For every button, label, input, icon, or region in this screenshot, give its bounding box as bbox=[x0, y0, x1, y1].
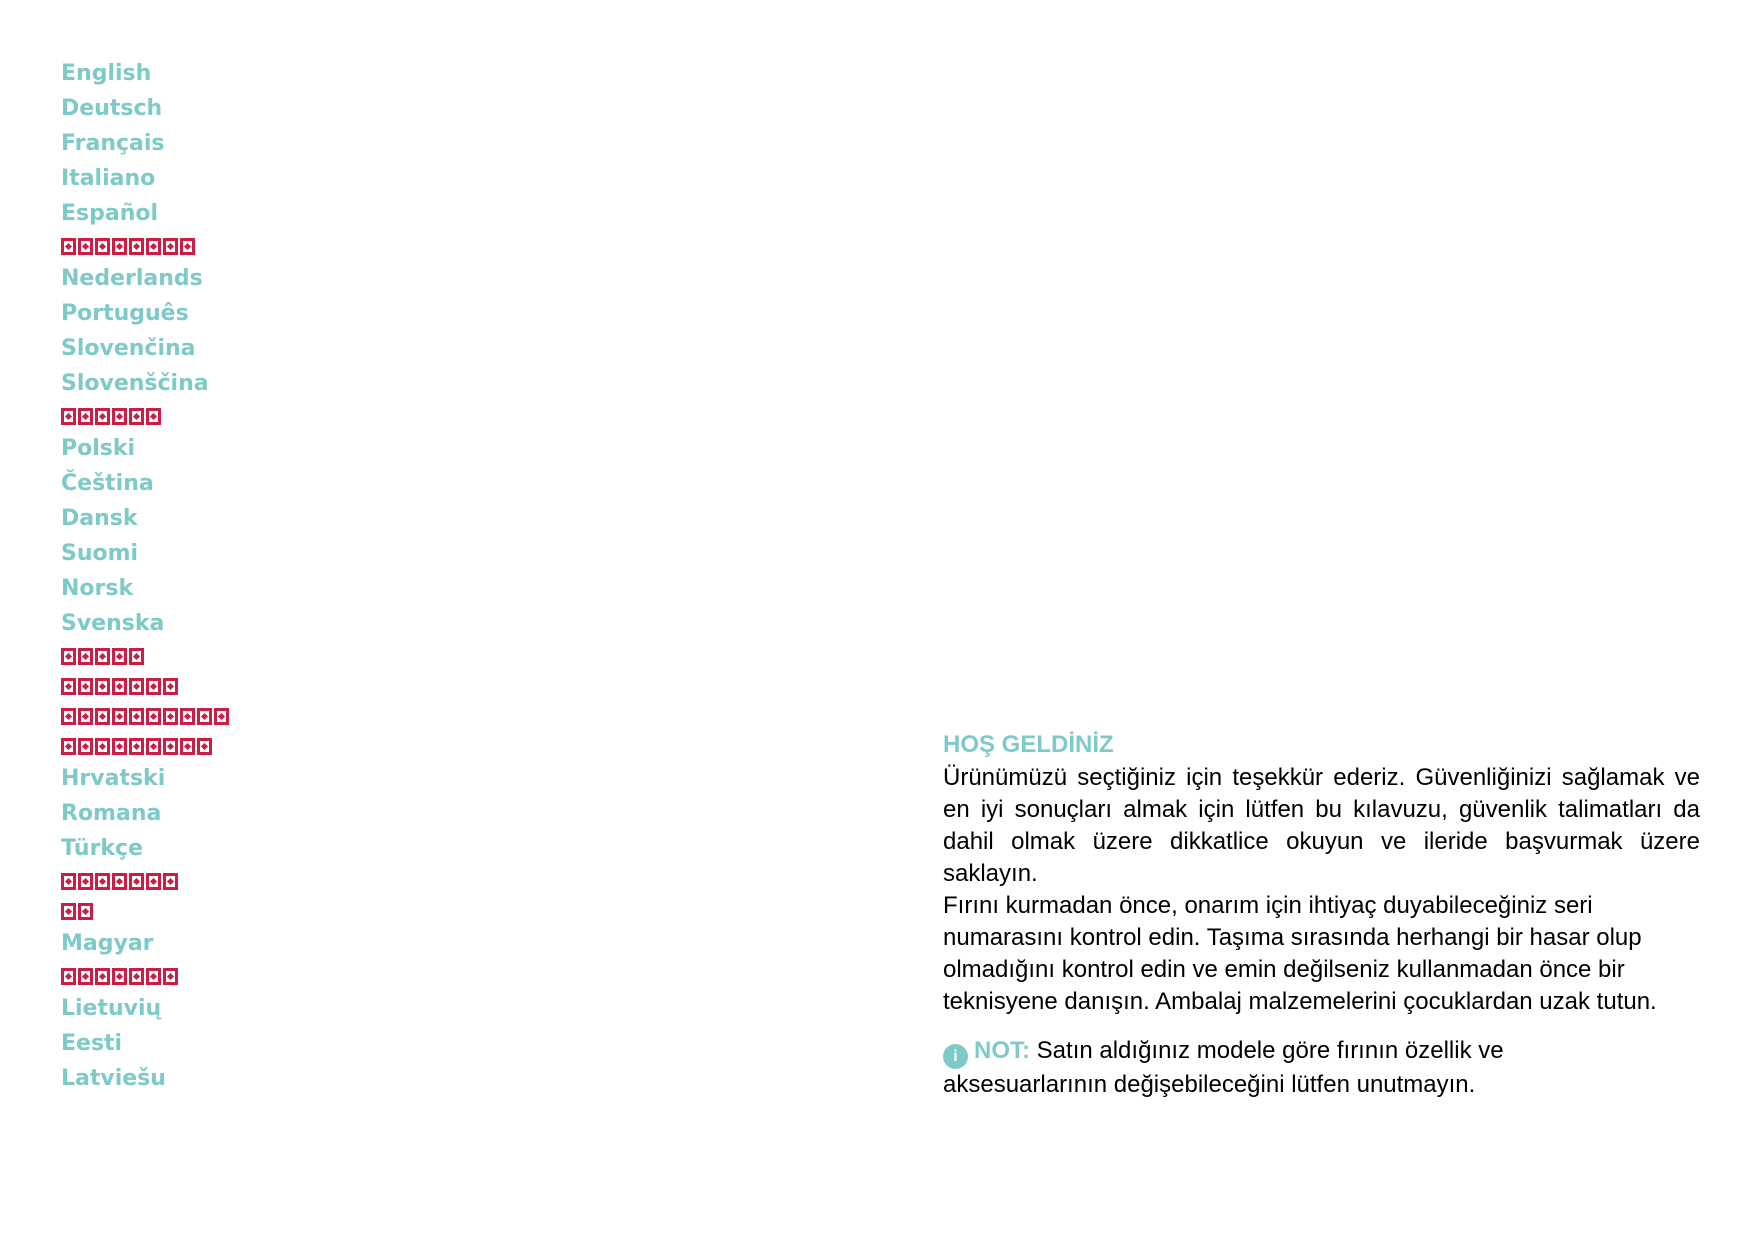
missing-glyph-icon bbox=[61, 738, 76, 755]
missing-glyph-row bbox=[61, 408, 161, 425]
missing-glyph-icon bbox=[78, 238, 93, 255]
paragraph-2-line: teknisyene danışın. Ambalaj malzemelerini çocuklardan uzak tutun. bbox=[943, 988, 1657, 1015]
welcome-paragraph-1: Ürünümüzü seçtiğiniz için teşekkür ederiz. Güvenliğinizi sağlamak ve en iyi sonuçları almak için lütfen bu kılavuzu, güvenlik talimatları da dahil olmak üzere dikkatlice okuyun ve ileride başvurmak üzere saklayın. bbox=[943, 764, 1700, 887]
missing-glyph-icon bbox=[129, 648, 144, 665]
language-link-unrendered[interactable] bbox=[61, 896, 229, 926]
language-link-unrendered[interactable] bbox=[61, 961, 229, 991]
missing-glyph-icon bbox=[61, 903, 76, 920]
missing-glyph-icon bbox=[163, 968, 178, 985]
language-link-lietuvių[interactable]: Lietuvių bbox=[61, 996, 162, 1021]
language-link-suomi[interactable]: Suomi bbox=[61, 541, 139, 566]
language-link-unrendered[interactable] bbox=[61, 701, 229, 731]
note-label: NOT: bbox=[974, 1037, 1030, 1064]
missing-glyph-icon bbox=[180, 238, 195, 255]
language-link-nederlands[interactable]: Nederlands bbox=[61, 266, 203, 291]
language-link-slovenščina[interactable]: Slovenščina bbox=[61, 371, 209, 396]
language-link-svenska[interactable]: Svenska bbox=[61, 611, 165, 636]
missing-glyph-icon bbox=[146, 708, 161, 725]
missing-glyph-icon bbox=[163, 708, 178, 725]
note bbox=[943, 1035, 1700, 1101]
paragraph-2-line: numarasını kontrol edin. Taşıma sırasında herhangi bir hasar olup bbox=[943, 924, 1642, 951]
missing-glyph-row bbox=[61, 968, 178, 985]
language-link-romana[interactable]: Romana bbox=[61, 801, 162, 826]
missing-glyph-icon bbox=[129, 738, 144, 755]
missing-glyph-icon bbox=[129, 678, 144, 695]
missing-glyph-icon bbox=[112, 968, 127, 985]
language-link-polski[interactable]: Polski bbox=[61, 436, 136, 461]
missing-glyph-icon bbox=[146, 968, 161, 985]
missing-glyph-row bbox=[61, 648, 144, 665]
missing-glyph-icon bbox=[112, 708, 127, 725]
missing-glyph-icon bbox=[61, 648, 76, 665]
paragraph-2-line: olmadığını kontrol edin ve emin değilseniz kullanmadan önce bir bbox=[943, 956, 1625, 983]
note-text: Satın aldığınız modele göre fırının özellik ve bbox=[1030, 1037, 1504, 1064]
missing-glyph-icon bbox=[180, 738, 195, 755]
missing-glyph-icon bbox=[112, 238, 127, 255]
language-link-unrendered[interactable] bbox=[61, 731, 229, 761]
language-list bbox=[61, 56, 229, 1096]
welcome-section bbox=[943, 728, 1700, 1101]
language-link-unrendered[interactable] bbox=[61, 401, 229, 431]
language-link-eesti[interactable]: Eesti bbox=[61, 1031, 123, 1056]
missing-glyph-icon bbox=[146, 408, 161, 425]
missing-glyph-icon bbox=[78, 738, 93, 755]
missing-glyph-icon bbox=[129, 873, 144, 890]
language-link-español[interactable]: Español bbox=[61, 201, 159, 226]
missing-glyph-icon bbox=[146, 238, 161, 255]
language-link-italiano[interactable]: Italiano bbox=[61, 166, 156, 191]
missing-glyph-row bbox=[61, 738, 212, 755]
missing-glyph-icon bbox=[112, 873, 127, 890]
missing-glyph-icon bbox=[95, 968, 110, 985]
missing-glyph-icon bbox=[95, 238, 110, 255]
missing-glyph-icon bbox=[163, 738, 178, 755]
language-link-čeština[interactable]: Čeština bbox=[61, 471, 154, 496]
language-link-hrvatski[interactable]: Hrvatski bbox=[61, 766, 166, 791]
language-link-latviešu[interactable]: Latviešu bbox=[61, 1066, 166, 1091]
welcome-title: HOŞ GELDİNİZ bbox=[943, 731, 1114, 758]
missing-glyph-row bbox=[61, 873, 178, 890]
language-link-unrendered[interactable] bbox=[61, 671, 229, 701]
missing-glyph-icon bbox=[112, 678, 127, 695]
missing-glyph-icon bbox=[61, 238, 76, 255]
language-link-português[interactable]: Português bbox=[61, 301, 189, 326]
language-link-norsk[interactable]: Norsk bbox=[61, 576, 134, 601]
missing-glyph-icon bbox=[129, 968, 144, 985]
note-text: aksesuarlarının değişebileceğini lütfen unutmayın. bbox=[943, 1071, 1476, 1098]
missing-glyph-icon bbox=[197, 738, 212, 755]
missing-glyph-row bbox=[61, 678, 178, 695]
missing-glyph-icon bbox=[78, 968, 93, 985]
missing-glyph-icon bbox=[61, 968, 76, 985]
language-link-dansk[interactable]: Dansk bbox=[61, 506, 138, 531]
missing-glyph-icon bbox=[61, 678, 76, 695]
missing-glyph-icon bbox=[61, 708, 76, 725]
missing-glyph-icon bbox=[78, 873, 93, 890]
language-link-français[interactable]: Français bbox=[61, 131, 165, 156]
missing-glyph-row bbox=[61, 238, 195, 255]
language-link-slovenčina[interactable]: Slovenčina bbox=[61, 336, 196, 361]
missing-glyph-icon bbox=[129, 708, 144, 725]
missing-glyph-icon bbox=[112, 648, 127, 665]
missing-glyph-icon bbox=[180, 708, 195, 725]
missing-glyph-icon bbox=[197, 708, 212, 725]
missing-glyph-icon bbox=[146, 678, 161, 695]
missing-glyph-icon bbox=[61, 873, 76, 890]
missing-glyph-row bbox=[61, 708, 229, 725]
missing-glyph-icon bbox=[214, 708, 229, 725]
missing-glyph-icon bbox=[78, 708, 93, 725]
paragraph-2-line: Fırını kurmadan önce, onarım için ihtiyaç duyabileceğiniz seri bbox=[943, 892, 1593, 919]
missing-glyph-icon bbox=[95, 648, 110, 665]
missing-glyph-icon bbox=[95, 708, 110, 725]
missing-glyph-icon bbox=[95, 678, 110, 695]
missing-glyph-icon bbox=[78, 648, 93, 665]
language-link-english[interactable]: English bbox=[61, 61, 152, 86]
language-link-unrendered[interactable] bbox=[61, 866, 229, 896]
missing-glyph-row bbox=[61, 903, 93, 920]
missing-glyph-icon bbox=[112, 408, 127, 425]
missing-glyph-icon bbox=[146, 738, 161, 755]
missing-glyph-icon bbox=[163, 873, 178, 890]
missing-glyph-icon bbox=[95, 408, 110, 425]
info-icon: i bbox=[943, 1044, 968, 1069]
language-link-unrendered[interactable] bbox=[61, 641, 229, 671]
missing-glyph-icon bbox=[78, 903, 93, 920]
missing-glyph-icon bbox=[163, 238, 178, 255]
missing-glyph-icon bbox=[146, 873, 161, 890]
missing-glyph-icon bbox=[61, 408, 76, 425]
missing-glyph-icon bbox=[129, 238, 144, 255]
missing-glyph-icon bbox=[163, 678, 178, 695]
missing-glyph-icon bbox=[95, 873, 110, 890]
missing-glyph-icon bbox=[95, 738, 110, 755]
language-link-türkçe[interactable]: Türkçe bbox=[61, 836, 144, 861]
language-link-deutsch[interactable]: Deutsch bbox=[61, 96, 163, 121]
missing-glyph-icon bbox=[78, 408, 93, 425]
welcome-paragraph-2 bbox=[943, 890, 1700, 1018]
language-link-unrendered[interactable] bbox=[61, 231, 229, 261]
missing-glyph-icon bbox=[112, 738, 127, 755]
missing-glyph-icon bbox=[129, 408, 144, 425]
language-link-magyar[interactable]: Magyar bbox=[61, 931, 154, 956]
missing-glyph-icon bbox=[78, 678, 93, 695]
